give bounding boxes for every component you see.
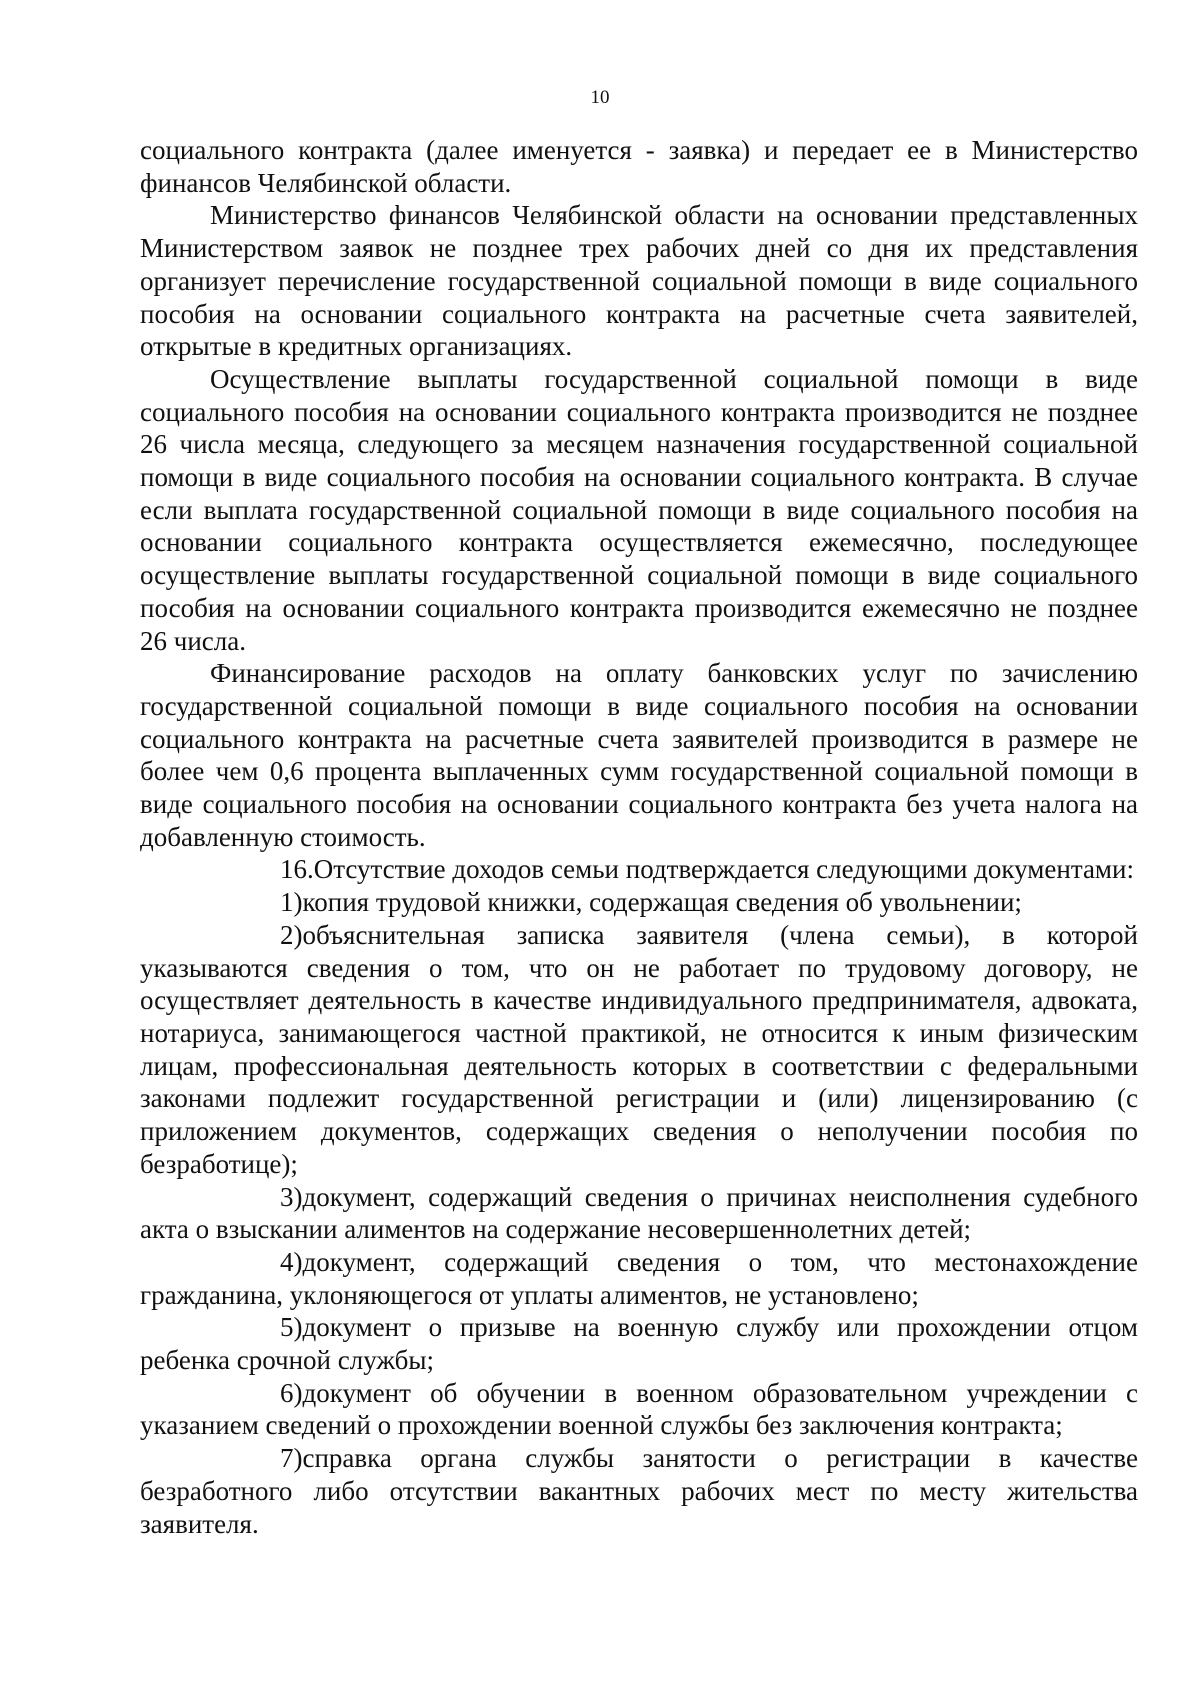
- paragraph-payment-terms: Осуществление выплаты государственной социальной помощи в виде социального пособия на основании социального контракта производится не позднее 26 числа месяца, следующего за месяцем назначения государственной социальной помощи в виде социального пособия на основании социального контракта. В случае если выплата государственной социальной помощи в виде социального пособия на основании социального контракта осуществляется ежемесячно, последующее осуществление выплаты государственной социальной помощи в виде социального пособия на основании социального контракта производится ежемесячно не позднее 26 числа.: [140, 363, 1138, 656]
- list-item-number: 7): [280, 1443, 303, 1474]
- list-item: 5)документ о призыве на военную службу или прохождении отцом ребенка срочной службы;: [140, 1312, 1138, 1376]
- document-body: [140, 134, 1138, 1540]
- clause-16: 16.Отсутствие доходов семьи подтверждается следующими документами:: [140, 853, 1138, 886]
- list-item-number: 4): [280, 1246, 303, 1277]
- paragraph-continuation: социального контракта (далее именуется - заявка) и передает ее в Министерство финансов Челябинской области.: [140, 135, 1138, 198]
- list-item: 1)копия трудовой книжки, содержащая сведения об увольнении;: [140, 886, 1138, 919]
- list-item-number: 2): [280, 919, 303, 950]
- list-item: 6)документ об обучении в военном образовательном учреждении с указанием сведений о прохождении военной службы без заключения контракта;: [140, 1377, 1138, 1441]
- list-item-number: 1): [280, 887, 303, 918]
- paragraph-ministry-transfer: Министерство финансов Челябинской области на основании представленных Министерством заявок не позднее трех рабочих дней со дня их представления организует перечисление государственной социальной помощи в виде социального пособия на основании социального контракта на расчетные счета заявителей, открытые в кредитных организациях.: [140, 200, 1138, 362]
- list-item: 2)объяснительная записка заявителя (члена семьи), в которой указываются сведения о том, что он не работает по трудовому договору, не осуществляет деятельность в качестве индивидуального предпринимателя, адвоката, нотариуса, занимающегося частной практикой, не относится к иным физическим лицам, профессиональная деятельность которых в соответствии с федеральными законами подлежит государственной регистрации и (или) лицензированию (с приложением документов, содержащих сведения о неполучении пособия по безработице);: [140, 919, 1138, 1179]
- list-item: 7)справка органа службы занятости о регистрации в качестве безработного либо отсутствии вакантных рабочих мест по месту жительства заявителя.: [140, 1443, 1138, 1539]
- list-item: 4)документ, содержащий сведения о том, что местонахождение гражданина, уклоняющегося от уплаты алиментов, не установлено;: [140, 1246, 1138, 1310]
- page-number: 10: [590, 87, 610, 108]
- list-item-number: 5): [280, 1312, 303, 1343]
- list-item-number: 6): [280, 1377, 303, 1408]
- list-item: 3)документ, содержащий сведения о причинах неисполнения судебного акта о взыскании алиментов на содержание несовершеннолетних детей;: [140, 1181, 1138, 1245]
- clause-number: 16.: [280, 854, 314, 885]
- paragraph-bank-fees: Финансирование расходов на оплату банковских услуг по зачислению государственной социальной помощи в виде социального пособия на основании социального контракта на расчетные счета заявителей производится в размере не более чем 0,6 процента выплаченных сумм государственной социальной помощи в виде социального пособия на основании социального контракта без учета налога на добавленную стоимость.: [140, 658, 1138, 852]
- list-item-number: 3): [280, 1181, 303, 1212]
